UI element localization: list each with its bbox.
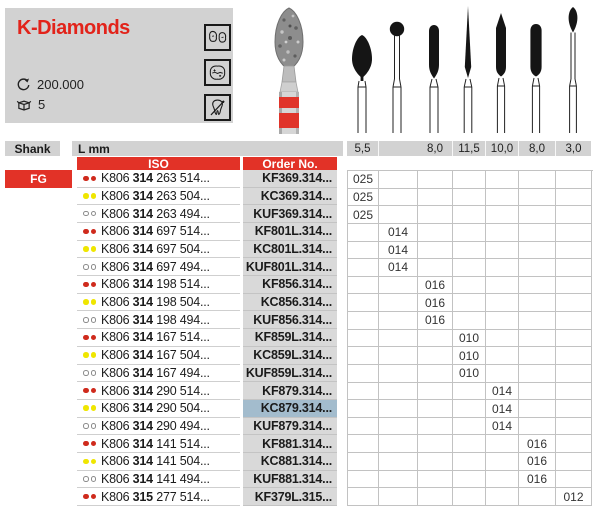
size-header-row bbox=[347, 141, 591, 156]
size-value-cell bbox=[453, 294, 486, 312]
bur-silhouette-round-icon bbox=[381, 3, 413, 133]
order-cell[interactable]: KF859L.314... bbox=[243, 329, 337, 347]
table-row bbox=[77, 471, 337, 489]
size-value-cell: 010 bbox=[453, 330, 486, 348]
open-dot-icon bbox=[83, 264, 89, 270]
size-value-cell bbox=[486, 224, 519, 242]
size-value-cell bbox=[519, 330, 556, 348]
size-value-cell bbox=[348, 277, 379, 295]
bur-silhouette-needle-icon bbox=[452, 3, 484, 133]
size-value-cell bbox=[486, 312, 519, 330]
size-value-cell bbox=[556, 171, 592, 189]
size-value-cell bbox=[453, 400, 486, 418]
order-cell[interactable]: KF379L.315... bbox=[243, 488, 337, 506]
iso-cell[interactable]: K806 314 697 504... bbox=[77, 241, 240, 259]
order-cell[interactable]: KC881.314... bbox=[243, 453, 337, 471]
size-value-cell bbox=[379, 365, 418, 383]
size-value-cell: 010 bbox=[453, 365, 486, 383]
size-value-cell bbox=[348, 488, 379, 506]
bur-silhouette-flame-icon bbox=[557, 3, 589, 133]
red-dot-icon bbox=[83, 388, 89, 394]
table-row bbox=[77, 400, 337, 418]
size-value-cell bbox=[348, 453, 379, 471]
shank-code-dots bbox=[83, 494, 96, 500]
iso-cell[interactable]: K806 314 167 494... bbox=[77, 365, 240, 383]
size-value-cell bbox=[486, 471, 519, 489]
open-dot-icon bbox=[83, 211, 89, 217]
size-value-cell: 025 bbox=[348, 189, 379, 207]
column-header-length bbox=[72, 141, 343, 156]
iso-cell[interactable]: K806 314 167 514... bbox=[77, 329, 240, 347]
size-value-cell bbox=[556, 294, 592, 312]
open-dot-icon bbox=[83, 423, 89, 429]
shank-code-dots bbox=[83, 299, 96, 305]
size-value-cell bbox=[519, 383, 556, 401]
shank-code-dots bbox=[83, 282, 96, 288]
yellow-dot-icon bbox=[83, 352, 89, 358]
size-value-cell bbox=[418, 418, 453, 436]
size-header-cell: 11,5 bbox=[452, 141, 485, 156]
length-label: L mm bbox=[78, 141, 110, 156]
size-value-cell bbox=[379, 171, 418, 189]
size-value-cell: 016 bbox=[519, 471, 556, 489]
size-value-cell bbox=[379, 189, 418, 207]
red-dot-icon bbox=[91, 494, 97, 500]
size-value-cell: 016 bbox=[418, 294, 453, 312]
size-value-cell bbox=[486, 242, 519, 260]
iso-cell[interactable]: K806 314 290 504... bbox=[77, 400, 240, 418]
table-row bbox=[77, 382, 337, 400]
size-value-cell bbox=[453, 189, 486, 207]
size-value-cell bbox=[486, 171, 519, 189]
table-row bbox=[77, 453, 337, 471]
size-value-cell: 014 bbox=[379, 259, 418, 277]
size-value-cell bbox=[486, 189, 519, 207]
size-value-cell bbox=[556, 312, 592, 330]
table-row bbox=[77, 435, 337, 453]
iso-cell[interactable]: K806 315 277 514... bbox=[77, 488, 240, 506]
size-value-cell bbox=[519, 400, 556, 418]
size-value-cell bbox=[418, 224, 453, 242]
indication-icon-box bbox=[204, 94, 231, 121]
open-dot-icon bbox=[91, 476, 97, 482]
size-value-cell: 016 bbox=[418, 312, 453, 330]
size-value-cell bbox=[486, 347, 519, 365]
size-value-cell bbox=[453, 224, 486, 242]
table-row bbox=[77, 223, 337, 241]
size-value-cell bbox=[486, 206, 519, 224]
size-value-cell bbox=[556, 418, 592, 436]
order-cell[interactable]: KUF881.314... bbox=[243, 471, 337, 489]
size-value-cell bbox=[348, 224, 379, 242]
shank-code-dots bbox=[83, 176, 96, 182]
size-value-cell bbox=[379, 330, 418, 348]
size-value-cell bbox=[379, 453, 418, 471]
size-value-cell bbox=[519, 294, 556, 312]
size-value-cell bbox=[379, 400, 418, 418]
open-dot-icon bbox=[91, 264, 97, 270]
size-value-cell: 014 bbox=[379, 224, 418, 242]
open-dot-icon bbox=[91, 211, 97, 217]
size-value-cell bbox=[453, 277, 486, 295]
pack-quantity-row bbox=[16, 97, 45, 112]
size-value-cell bbox=[556, 435, 592, 453]
size-value-cell: 014 bbox=[486, 418, 519, 436]
size-value-cell bbox=[453, 488, 486, 506]
bur-photo bbox=[260, 2, 318, 134]
size-value-cell bbox=[348, 242, 379, 260]
open-dot-icon bbox=[91, 317, 97, 323]
order-cell[interactable]: KC859L.314... bbox=[243, 347, 337, 365]
size-value-cell: 012 bbox=[556, 488, 592, 506]
iso-cell[interactable]: K806 314 198 504... bbox=[77, 294, 240, 312]
shank-code-dots bbox=[83, 246, 96, 252]
size-value-cell bbox=[453, 383, 486, 401]
shank-fg-cell: FG bbox=[5, 170, 72, 188]
size-value-cell bbox=[556, 347, 592, 365]
size-value-cell bbox=[379, 294, 418, 312]
yellow-dot-icon bbox=[83, 299, 89, 305]
size-value-cell: 014 bbox=[486, 383, 519, 401]
table-row bbox=[77, 170, 337, 188]
column-header-iso: ISO bbox=[77, 157, 240, 170]
size-value-cell bbox=[453, 206, 486, 224]
size-value-cell bbox=[453, 418, 486, 436]
size-value-cell bbox=[379, 312, 418, 330]
shank-code-dots bbox=[83, 264, 96, 270]
size-value-cell bbox=[453, 453, 486, 471]
size-header-cell: 8,0 bbox=[518, 141, 555, 156]
size-value-cell bbox=[519, 259, 556, 277]
open-dot-icon bbox=[83, 317, 89, 323]
bur-silhouette-torpedo-icon bbox=[418, 3, 450, 133]
iso-cell[interactable]: K806 314 263 514... bbox=[77, 170, 240, 188]
size-value-cell: 025 bbox=[348, 206, 379, 224]
size-value-cell bbox=[519, 206, 556, 224]
size-value-cell bbox=[556, 400, 592, 418]
size-value-cell: 014 bbox=[486, 400, 519, 418]
size-value-cell bbox=[519, 277, 556, 295]
red-dot-icon bbox=[83, 441, 89, 447]
size-value-cell: 025 bbox=[348, 171, 379, 189]
size-value-cell bbox=[379, 471, 418, 489]
order-cell[interactable]: KF369.314... bbox=[243, 170, 337, 188]
size-header-cell: 10,0 bbox=[485, 141, 518, 156]
order-cell[interactable]: KF879.314... bbox=[243, 382, 337, 400]
size-value-cell bbox=[519, 242, 556, 260]
size-value-cell bbox=[453, 312, 486, 330]
shank-code-dots bbox=[83, 352, 96, 358]
size-header-cell: 3,0 bbox=[555, 141, 591, 156]
size-value-cell bbox=[519, 347, 556, 365]
size-value-cell bbox=[556, 365, 592, 383]
size-value-cell bbox=[486, 453, 519, 471]
size-value-cell bbox=[519, 418, 556, 436]
teeth-pair-icon bbox=[207, 28, 228, 47]
size-value-cell bbox=[556, 453, 592, 471]
size-value-cell bbox=[379, 347, 418, 365]
iso-cell[interactable]: K806 314 263 504... bbox=[77, 188, 240, 206]
size-value-cell bbox=[348, 330, 379, 348]
red-dot-icon bbox=[83, 282, 89, 288]
size-value-cell bbox=[379, 435, 418, 453]
order-cell[interactable]: KC369.314... bbox=[243, 188, 337, 206]
size-value-cell bbox=[348, 383, 379, 401]
order-cell[interactable]: KUF801L.314... bbox=[243, 258, 337, 276]
red-dot-icon bbox=[91, 282, 97, 288]
size-value-cell bbox=[519, 189, 556, 207]
size-value-cell bbox=[418, 189, 453, 207]
order-cell[interactable]: KUF369.314... bbox=[243, 205, 337, 223]
red-dot-icon bbox=[83, 494, 89, 500]
size-value-cell bbox=[486, 365, 519, 383]
size-value-cell: 016 bbox=[519, 453, 556, 471]
size-value-cell bbox=[486, 277, 519, 295]
open-dot-icon bbox=[91, 423, 97, 429]
size-value-cell bbox=[486, 488, 519, 506]
max-rpm-row bbox=[16, 77, 84, 92]
order-cell[interactable]: KUF879.314... bbox=[243, 418, 337, 436]
table-row bbox=[77, 311, 337, 329]
order-cell[interactable]: KC856.314... bbox=[243, 294, 337, 312]
size-value-cell bbox=[453, 259, 486, 277]
order-cell[interactable]: KF801L.314... bbox=[243, 223, 337, 241]
shank-code-dots bbox=[83, 459, 96, 465]
table-row bbox=[77, 418, 337, 436]
size-value-cell bbox=[453, 471, 486, 489]
size-value-cell bbox=[379, 383, 418, 401]
size-value-cell bbox=[348, 294, 379, 312]
size-value-cell bbox=[556, 383, 592, 401]
size-value-cell: 016 bbox=[418, 277, 453, 295]
size-value-cell bbox=[519, 171, 556, 189]
pack-quantity-value: 5 bbox=[38, 97, 46, 112]
size-value-cell bbox=[519, 365, 556, 383]
size-value-cell bbox=[379, 418, 418, 436]
iso-cell[interactable]: K806 314 290 514... bbox=[77, 382, 240, 400]
indication-icon-box bbox=[204, 59, 231, 86]
size-value-cell: 016 bbox=[519, 435, 556, 453]
shank-code-dots bbox=[83, 370, 96, 376]
table-row bbox=[77, 488, 337, 506]
iso-cell[interactable]: K806 314 141 504... bbox=[77, 453, 240, 471]
shank-label: Shank bbox=[14, 141, 51, 156]
size-value-cell bbox=[519, 488, 556, 506]
size-value-cell bbox=[418, 206, 453, 224]
table-row bbox=[77, 329, 337, 347]
size-value-cell bbox=[453, 242, 486, 260]
bur-silhouette-pointed-cylinder-icon bbox=[485, 3, 517, 133]
yellow-dot-icon bbox=[91, 299, 97, 305]
size-value-cell bbox=[348, 471, 379, 489]
yellow-dot-icon bbox=[91, 246, 97, 252]
table-row bbox=[77, 365, 337, 383]
yellow-dot-icon bbox=[83, 405, 89, 411]
shank-code-dots bbox=[83, 423, 96, 429]
size-value-cell: 010 bbox=[453, 347, 486, 365]
red-dot-icon bbox=[91, 176, 97, 182]
red-dot-icon bbox=[83, 229, 89, 235]
size-value-cell bbox=[379, 206, 418, 224]
size-value-cell bbox=[486, 259, 519, 277]
size-value-cell: 014 bbox=[379, 242, 418, 260]
order-cell[interactable]: KUF856.314... bbox=[243, 311, 337, 329]
size-value-cell bbox=[418, 330, 453, 348]
open-dot-icon bbox=[83, 370, 89, 376]
table-row bbox=[77, 241, 337, 259]
iso-cell[interactable]: K806 314 198 514... bbox=[77, 276, 240, 294]
size-value-cell bbox=[379, 277, 418, 295]
size-value-cell bbox=[556, 330, 592, 348]
yellow-dot-icon bbox=[91, 459, 97, 465]
size-value-cell bbox=[556, 189, 592, 207]
yellow-dot-icon bbox=[83, 246, 89, 252]
shank-code-dots bbox=[83, 441, 96, 447]
iso-cell[interactable]: K806 314 141 494... bbox=[77, 471, 240, 489]
size-value-cell bbox=[418, 365, 453, 383]
size-value-cell bbox=[556, 206, 592, 224]
red-dot-icon bbox=[83, 176, 89, 182]
size-value-cell bbox=[348, 259, 379, 277]
size-value-cell bbox=[418, 383, 453, 401]
rotation-speed-icon bbox=[16, 77, 31, 92]
size-value-cell bbox=[348, 400, 379, 418]
shank-code-dots bbox=[83, 476, 96, 482]
size-header-cell: 5,5 bbox=[354, 142, 371, 155]
size-value-cell bbox=[453, 171, 486, 189]
size-value-cell bbox=[556, 242, 592, 260]
page-title: K-Diamonds bbox=[17, 17, 130, 39]
tooth-root-slash-icon bbox=[207, 97, 228, 118]
column-header-order-no: Order No. bbox=[243, 157, 337, 170]
size-value-cell bbox=[556, 259, 592, 277]
size-value-cell bbox=[556, 471, 592, 489]
max-rpm-value: 200.000 bbox=[37, 77, 84, 92]
iso-order-table bbox=[77, 170, 337, 506]
iso-cell[interactable]: K806 314 198 494... bbox=[77, 311, 240, 329]
size-value-cell bbox=[418, 488, 453, 506]
size-value-cell bbox=[418, 400, 453, 418]
shank-code-dots bbox=[83, 229, 96, 235]
red-dot-icon bbox=[91, 388, 97, 394]
size-value-cell bbox=[418, 171, 453, 189]
open-dot-icon bbox=[83, 476, 89, 482]
size-value-cell bbox=[418, 471, 453, 489]
yellow-dot-icon bbox=[91, 352, 97, 358]
size-value-cell bbox=[348, 418, 379, 436]
size-header-cell bbox=[378, 141, 417, 156]
shank-code-dots bbox=[83, 405, 96, 411]
yellow-dot-icon bbox=[91, 193, 97, 199]
size-value-cell bbox=[556, 224, 592, 242]
size-value-cell bbox=[486, 294, 519, 312]
size-value-cell bbox=[486, 435, 519, 453]
yellow-dot-icon bbox=[83, 193, 89, 199]
iso-cell[interactable]: K806 314 697 494... bbox=[77, 258, 240, 276]
iso-cell[interactable]: K806 314 263 494... bbox=[77, 205, 240, 223]
table-row bbox=[77, 258, 337, 276]
shank-code-dots bbox=[83, 388, 96, 394]
order-cell[interactable]: KUF859L.314... bbox=[243, 365, 337, 383]
size-value-cell bbox=[418, 453, 453, 471]
red-dot-icon bbox=[91, 441, 97, 447]
size-value-cell bbox=[519, 312, 556, 330]
size-value-cell bbox=[418, 435, 453, 453]
size-value-cell bbox=[418, 347, 453, 365]
size-value-cell bbox=[348, 365, 379, 383]
order-cell[interactable]: KF881.314... bbox=[243, 435, 337, 453]
table-row bbox=[77, 294, 337, 312]
red-dot-icon bbox=[83, 335, 89, 341]
shank-code-dots bbox=[83, 335, 96, 341]
red-dot-icon bbox=[91, 335, 97, 341]
column-header-shank bbox=[5, 141, 60, 156]
table-row bbox=[77, 205, 337, 223]
size-value-cell bbox=[453, 435, 486, 453]
red-dot-icon bbox=[91, 229, 97, 235]
size-value-cell bbox=[348, 347, 379, 365]
table-row bbox=[77, 276, 337, 294]
package-icon bbox=[16, 97, 32, 112]
size-value-cell bbox=[486, 330, 519, 348]
table-row bbox=[77, 347, 337, 365]
size-header-cell: 8,0 bbox=[427, 142, 443, 155]
open-dot-icon bbox=[91, 370, 97, 376]
size-value-cell bbox=[418, 242, 453, 260]
shank-code-dots bbox=[83, 193, 96, 199]
bur-silhouette-egg-icon bbox=[346, 3, 378, 133]
size-value-cell bbox=[418, 259, 453, 277]
size-grid bbox=[347, 170, 593, 506]
size-value-cell bbox=[348, 312, 379, 330]
size-value-cell bbox=[519, 224, 556, 242]
iso-cell[interactable]: K806 314 141 514... bbox=[77, 435, 240, 453]
size-value-cell bbox=[348, 435, 379, 453]
product-info-box bbox=[5, 8, 233, 123]
iso-cell[interactable]: K806 314 290 494... bbox=[77, 418, 240, 436]
order-cell-selected[interactable]: KC879.314... bbox=[243, 400, 337, 418]
size-value-cell bbox=[556, 277, 592, 295]
bur-silhouette-round-end-cylinder-icon bbox=[520, 3, 552, 133]
iso-cell[interactable]: K806 314 697 514... bbox=[77, 223, 240, 241]
shank-code-dots bbox=[83, 317, 96, 323]
order-cell[interactable]: KC801L.314... bbox=[243, 241, 337, 259]
indication-icon-box bbox=[204, 24, 231, 51]
yellow-dot-icon bbox=[83, 459, 89, 465]
tooth-occlusal-icon bbox=[207, 63, 228, 83]
shank-code-dots bbox=[83, 211, 96, 217]
table-row bbox=[77, 188, 337, 206]
size-value-cell bbox=[379, 488, 418, 506]
yellow-dot-icon bbox=[91, 405, 97, 411]
iso-cell[interactable]: K806 314 167 504... bbox=[77, 347, 240, 365]
order-cell[interactable]: KF856.314... bbox=[243, 276, 337, 294]
